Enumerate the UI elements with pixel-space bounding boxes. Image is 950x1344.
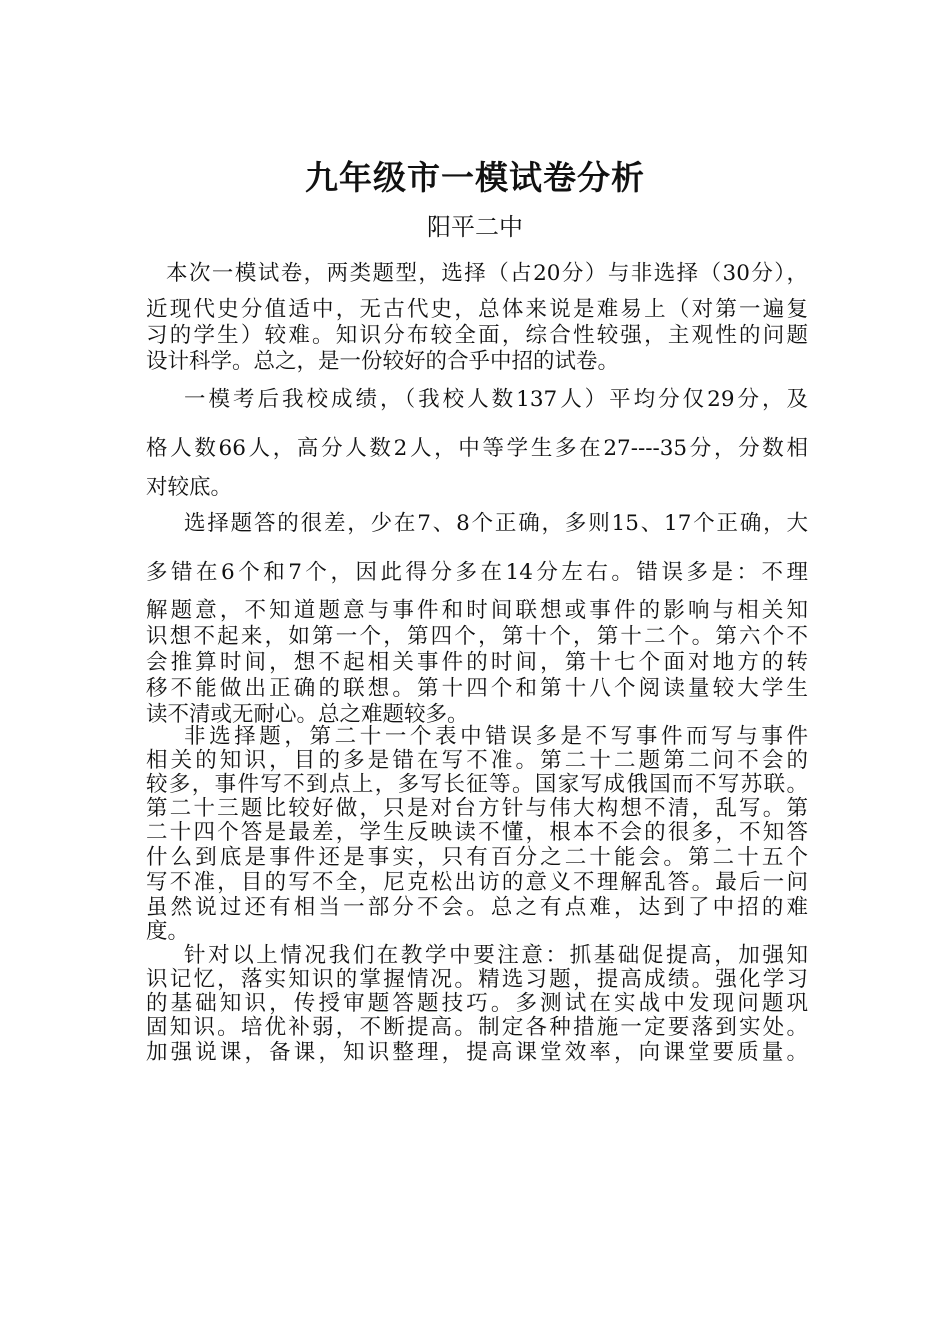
paragraph-line: 解题意，不知道题意与事件和时间联想或事件的影响与相关知: [146, 598, 808, 623]
paragraph-line: 会推算时间，想不起相关事件的时间，第十七个面对地方的转: [146, 650, 808, 675]
document-title: 九年级市一模试卷分析: [305, 158, 645, 197]
paragraph-line: 近现代史分值适中，无古代史，总体来说是难易上（对第一遍复: [146, 297, 808, 322]
paragraph-line: 较多，事件写不到点上，多写长征等。国家写成俄国而不写苏联。: [146, 772, 808, 797]
paragraph-line: 第二十三题比较好做，只是对台方针与伟大构想不清，乱写。第: [146, 796, 808, 821]
paragraph-line: 读不清或无耐心。总之难题较多。: [146, 702, 469, 727]
paragraph-line: 识想不起来，如第一个，第四个，第十个，第十二个。第六个不: [146, 624, 808, 649]
paragraph-line: 相关的知识，目的多是错在写不准。第二十二题第二问不会的: [146, 748, 808, 773]
paragraph-line: 什么到底是事件还是事实，只有百分之二十能会。第二十五个: [146, 845, 808, 870]
paragraph-line: 习的学生）较难。知识分布较全面，综合性较强，主观性的问题: [146, 323, 808, 348]
paragraph-line: 选择题答的很差，少在7、8个正确，多则15、17个正确，大: [184, 511, 808, 536]
paragraph-line: 针对以上情况我们在教学中要注意：抓基础促提高，加强知: [184, 943, 808, 968]
paragraph-line: 写不准，目的写不全，尼克松出访的意义不理解乱答。最后一问: [146, 870, 808, 895]
paragraph-line: 移不能做出正确的联想。第十四个和第十八个阅读量较大学生: [146, 676, 808, 701]
paragraph-line: 多错在6个和7个，因此得分多在14分左右。错误多是：不理: [146, 560, 808, 585]
paragraph-line: 的基础知识，传授审题答题技巧。多测试在实战中发现问题巩: [146, 991, 808, 1016]
paragraph-line: 二十四个答是最差，学生反映读不懂，根本不会的很多，不知答: [146, 820, 808, 845]
paragraph-line: 格人数66人，高分人数2人，中等学生多在27----35分，分数相: [146, 436, 808, 461]
paragraph-line: 加强说课，备课，知识整理，提高课堂效率，向课堂要质量。: [146, 1040, 808, 1065]
paragraph-line: 固知识。培优补弱，不断提高。制定各种措施一定要落到实处。: [146, 1015, 808, 1040]
paragraph-line: 一模考后我校成绩，（我校人数137人）平均分仅29分，及: [184, 387, 808, 412]
paragraph-line: 非选择题，第二十一个表中错误多是不写事件而写与事件: [184, 724, 808, 749]
paragraph-line: 设计科学。总之，是一份较好的合乎中招的试卷。: [146, 349, 620, 374]
paragraph-line: 度。: [146, 919, 190, 944]
paragraph-line: 本次一模试卷，两类题型，选择（占20分）与非选择（30分），: [166, 261, 808, 286]
paragraph-line: 识记忆，落实知识的掌握情况。精选习题，提高成绩。强化学习: [146, 967, 808, 992]
paragraph-line: 虽然说过还有相当一部分不会。总之有点难，达到了中招的难: [146, 895, 808, 920]
document-author: 阳平二中: [427, 213, 523, 241]
paragraph-line: 对较底。: [146, 475, 233, 500]
